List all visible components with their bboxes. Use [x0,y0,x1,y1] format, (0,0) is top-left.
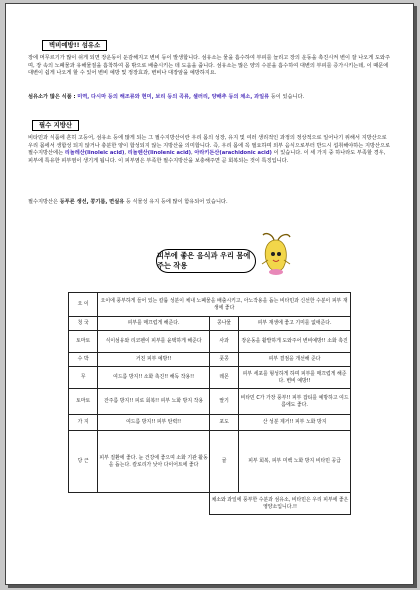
section2-title: 필수 지방산 [32,120,79,131]
food-name-cell: 청 국 [69,317,98,331]
food-desc-cell: 장운동을 활발하게 도와주어 변비예방!! 소화 촉진 [239,331,351,353]
food-desc-cell: 거친 피부 예방!! [98,353,210,367]
food-desc-cell: 여드름 방지!! 소화 촉진!! 해독 작용!! [98,367,210,389]
section1-title: 벽비예방!! 섬유소 [42,40,107,51]
food-name-cell: 수 박 [69,353,98,367]
source-list: 등푸른 생선, 콩기름, 면실유 [59,199,125,205]
food-name-cell: 레몬 [209,367,238,389]
table-row [69,293,351,317]
food-name-cell: 포도 [209,415,238,431]
food-desc-cell: 피부를 매끄럽게 해준다. [98,317,210,331]
food-desc-cell: 여드름 방지!! 피부 탄력!! [98,415,210,431]
food-name-cell: 사과 [209,331,238,353]
food-desc-cell: 피부 재생에 좋고 기미를 없애준다. [239,317,351,331]
table-row [69,317,351,331]
food-desc-cell: 식이섬유와 리코펜이 피부를 윤택하게 해준다 [98,331,210,353]
food-benefit-table [68,292,351,515]
acid-linoleic: 리놀레산(linoleic acid) [64,150,125,157]
table-row [69,331,351,353]
foods-list: 미역, 다시마 등의 해조류와 현미, 보리 등의 곡류, 셀러리, 양배추 등의 채소, 과일류 [77,94,270,100]
section1-foods-line [28,94,390,102]
section2-text-a: 비타민과 식품에 흔히 고등어, 섬유소 등에 많게 되는 그 필수지방산이란 우리 몸의 성장, 유지 및 여러 생리적인 과정의 정상적으로 일어나기 위해서 지방산으로 우리 몸에서 생합성 되지 않거나 충분한 양이 합성되지 않는 지방산을 의미합니다. 즉, 우리 몸에 꼭 필요하며 외부 음식으로부터 반드시 섭취해야하는 지방산으로 필수지방산에는 [28,135,391,157]
food-name-cell: 귤 [209,431,238,493]
food-name-cell: 오 이 [69,293,98,317]
table-row [69,493,351,515]
food-desc-cell: 오이에 풍부하게 들어 있는 칼륨 성분이 체내 노폐물을 배출시키고, 아노작용을 돕는 비타민과 신선한 수분이 피부 재생에 좋다 [98,293,351,317]
table-empty-cell [69,493,210,515]
food-desc-cell: 피부 회복, 피부 미백 노화 방지 비타민 공급 [239,431,351,493]
food-name-cell: 풋콩 [209,353,238,367]
section2-text-b: 이 있습니다. 이 세 가지 중 하나라도 부족할 경우, 피부에 특유한 피부염이 생기게 됩니다. 이 피부염은 부족한 필수지방산을 보충해주면 곧 회복되는 것이 특징입니다. [28,150,386,164]
table-row [69,389,351,415]
document-page [5,3,414,585]
food-desc-cell: 잔주름 방지!! 피로 회복!! 피부 노화 방지 작용 [98,389,210,415]
food-name-cell: 토마토 [69,331,98,353]
section1-paragraph: 장에 머무르기가 많이 쉬게 되면 장운동이 둔감해지고 변비 등이 발생합니다. 섬유소는 물을 흡수하여 부피를 늘리고 장의 운동을 촉진시켜 변이 잘 나오게 도와주며, 장 속의 노폐물과 유해물질을 흡착하여 몸 밖으로 배출시키는 데 도움을 줍니다. 섬유소는 많은 양의 수분을 흡수하여 대변의 부피를 증가시키는데, 이 때문에 대변이 쉽게 나오게 할 수 있어 변비 예방 및 정장효과, 변비나 대장암을 예방하지요. [28,55,391,77]
banana-mascot-icon [256,230,296,278]
table-row [69,353,351,367]
food-name-cell: 무 [69,367,98,389]
food-name-cell: 콩나물 [209,317,238,331]
food-desc-cell: 비타민 C가 가장 풍부!! 피부 잡티를 예방하고 여드름에도 좋다. [239,389,351,415]
food-desc-cell: 피부 결점을 개선해 준다 [239,353,351,367]
food-desc-cell: 피부 질환에 좋다. 눈 건강에 좋으며 소화 기관 활동을 돕는다. 칼로리가 낮아 다이어트에 좋다 [98,431,210,493]
food-name-cell: 토마토 [69,389,98,415]
food-name-cell: 가 지 [69,415,98,431]
foods-tail: 등이 있습니다. [270,94,305,100]
table-row [69,431,351,493]
acid-linolenic: 리놀렌산(linolenic acid) [127,150,191,157]
table-note-cell: 채소와 과일에 풍부한 수분과 섬유소, 비타민은 우리 피부에 좋은 영양소입니다.!! [209,493,350,515]
section2-paragraph: 비타민과 식품에 흔히 고등어, 섬유소 등에 많게 되는 그 필수지방산이란 우리 몸의 성장, 유지 및 여러 생리적인 과정의 정상적으로 일어나기 위해서 지방산으로 우리 몸에서 생합성 되지 않거나 충분한 양이 합성되지 않는 지방산을 의미합니다. 즉, 우리 몸에 꼭 필요하며 외부 음식으로부터 반드시 섭취해야하는 지방산으로 필수지방산에는 리놀레산(linoleic acid), 리놀렌산(linolenic acid), 아라키돈산(arachidonic acid) 이 있습니다. 이 세 가지 중 하나라도 부족할 경우, 피부에 특유한 피부염이 생기게 됩니다. 이 피부염은 부족한 필수지방산을 보충해주면 곧 회복되는 것이 특징입니다. [28,135,391,164]
source-tail: 등 식물성 유지 등에 많이 함유되어 있습니다. [125,199,228,205]
food-desc-cell: 피부 세포를 형성하게 하며 피부를 매끄럽게 해준다. 변비 예방!! [239,367,351,389]
acid-arachidonic: 아라키돈산(arachidonic acid) [194,150,272,157]
food-name-cell: 딸기 [209,389,238,415]
food-desc-cell: 산 성분 제거!! 피부 노화 방지 [239,415,351,431]
source-intro: 필수지방산은 [28,199,59,205]
food-benefit-banner: 피부에 좋은 음식과 우리 몸에 주는 작용 [156,249,256,273]
table-row [69,367,351,389]
foods-label: 섬유소가 많은 식품 : [28,94,76,100]
food-name-cell: 당 근 [69,431,98,493]
table-row [69,415,351,431]
section2-source-line [28,199,390,207]
